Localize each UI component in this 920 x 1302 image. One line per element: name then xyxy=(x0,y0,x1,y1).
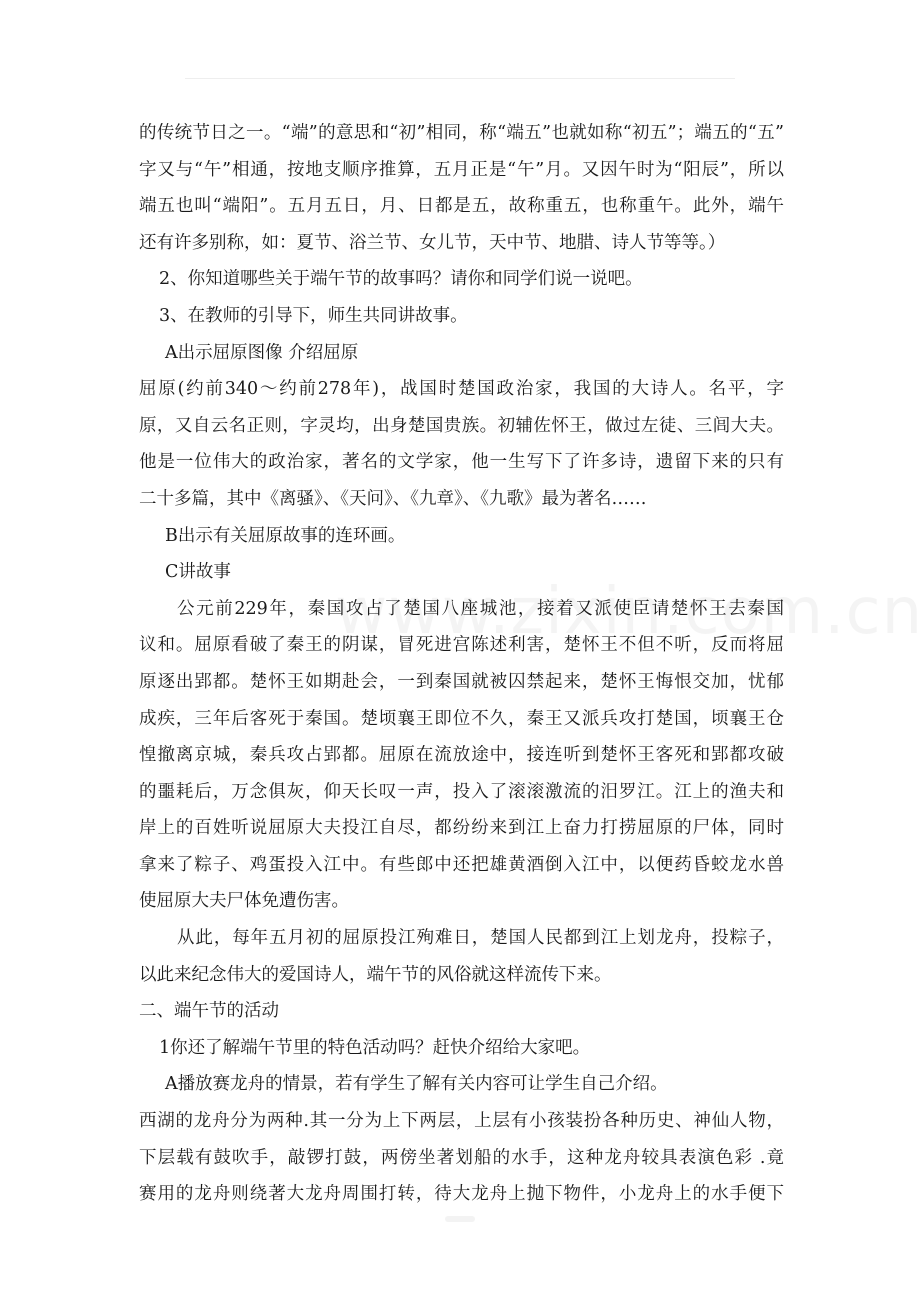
text-line: B出示有关屈原故事的连环画。 xyxy=(165,525,406,546)
text-line: 原逐出郢都。楚怀王如期赴会，一到秦国就被囚禁起来，楚怀王悔恨交加，忧郁 xyxy=(139,671,784,692)
text-line: 1你还了解端午节里的特色活动吗？赶快介绍给大家吧。 xyxy=(159,1037,591,1058)
text-line: 以此来纪念伟大的爱国诗人，端午节的风俗就这样流传下来。 xyxy=(139,964,612,985)
text-line: 拿来了粽子、鸡蛋投入江中。有些郎中还把雄黄酒倒入江中，以便药昏蛟龙水兽 xyxy=(139,854,784,875)
text-line: 字又与“午”相通，按地支顺序推算，五月正是“午”月。又因午时为“阳辰”，所以 xyxy=(139,159,784,180)
text-line: 西湖的龙舟分为两种.其一分为上下两层，上层有小孩装扮各种历史、神仙人物， xyxy=(139,1111,784,1132)
document-body xyxy=(139,115,784,1213)
text-line: C讲故事 xyxy=(165,562,231,583)
text-line: 使屈原大夫尸体免遭伤害。 xyxy=(139,891,349,912)
header-rule xyxy=(185,78,735,79)
text-line: 从此，每年五月初的屈原投江殉难日，楚国人民都到江上划龙舟，投粽子， xyxy=(177,928,784,949)
text-line: 议和。屈原看破了秦王的阴谋，冒死进宫陈述利害，楚怀王不但不听，反而将屈 xyxy=(139,635,784,656)
text-line: 的传统节日之一。“端”的意思和“初”相同，称“端五”也就如称“初五”；端五的“五” xyxy=(139,123,784,143)
text-line: 惶撤离京城，秦兵攻占郢都。屈原在流放途中，接连听到楚怀王客死和郢都攻破 xyxy=(139,745,784,766)
text-line: A出示屈原图像 介绍屈原 xyxy=(165,342,359,363)
text-line: 端五也叫“端阳”。五月五日，月、日都是五，故称重五，也称重午。此外，端午 xyxy=(139,196,784,217)
text-line: 二十多篇，其中《离骚》、《天问》、《九章》、《九歌》最为著名…… xyxy=(139,488,647,509)
text-line: 成疾，三年后客死于秦国。楚顷襄王即位不久，秦王又派兵攻打楚国，顷襄王仓 xyxy=(139,708,784,729)
text-line: 赛用的龙舟则绕著大龙舟周围打转，待大龙舟上抛下物件，小龙舟上的水手便下 xyxy=(139,1184,784,1205)
text-line: 还有许多别称，如：夏节、浴兰节、女儿节，天中节、地腊、诗人节等等。） xyxy=(139,232,726,253)
text-line: 公元前229年，秦国攻占了楚国八座城池，接着又派使臣请楚怀王去秦国 xyxy=(177,598,784,619)
text-line: 屈原(约前340～约前278年)，战国时楚国政治家，我国的大诗人。名平，字 xyxy=(139,379,784,400)
text-line: 二、端午节的活动 xyxy=(139,1001,279,1022)
text-line: A播放赛龙舟的情景，若有学生了解有关内容可让学生自己介绍。 xyxy=(165,1074,668,1095)
text-line: 下层载有鼓吹手，敲锣打鼓，两傍坐著划船的水手，这种龙舟较具表演色彩 .竟 xyxy=(139,1147,784,1168)
text-line: 他是一位伟大的政治家，著名的文学家，他一生写下了许多诗，遗留下来的只有 xyxy=(139,452,784,473)
text-line: 原，又自云名正则，字灵均，出身楚国贵族。初辅佐怀王，做过左徒、三闾大夫。 xyxy=(139,415,784,436)
text-line: 的噩耗后，万念俱灰，仰天长叹一声，投入了滚滚激流的汨罗江。江上的渔夫和 xyxy=(139,781,784,802)
text-line: 2、你知道哪些关于端午节的故事吗？请你和同学们说一说吧。 xyxy=(159,269,643,290)
text-line: 岸上的百姓听说屈原大夫投江自尽，都纷纷来到江上奋力打捞屈原的尸体，同时 xyxy=(139,818,784,839)
text-line: 3、在教师的引导下，师生共同讲故事。 xyxy=(159,305,468,326)
footer-mark xyxy=(445,1216,475,1222)
